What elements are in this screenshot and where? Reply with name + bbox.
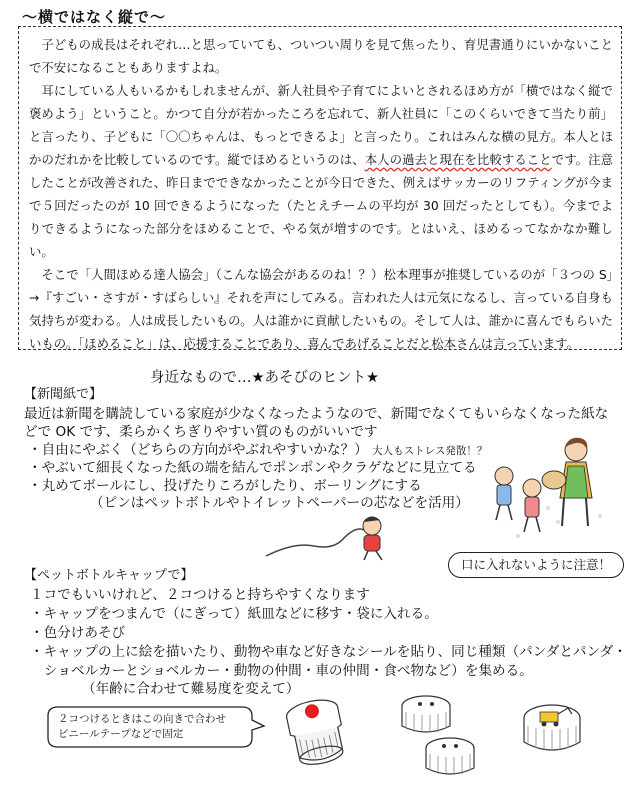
caps-line-3: ・色分けあそび xyxy=(30,625,126,641)
newspaper-item-2: ・やぶいて細長くなった紙の端を結んでポンポンやクラゲなどに見立てる xyxy=(28,460,477,476)
newspaper-intro-1: 最近は新聞を購読している家庭が少なくなったようなので、新聞でなくてもいらなくなった紙な xyxy=(24,406,609,422)
bubble-line-1: ２コつけるときはこの向きで合わせ xyxy=(58,713,226,725)
caps-line-4: ・キャップの上に絵を描いたり、動物や車など好きなシールを貼り、同じ種類（パンダとパンダ・ xyxy=(30,644,627,660)
caps-heading: 【ペットボトルキャップで】 xyxy=(24,568,194,583)
newspaper-item-3-note: （ピンはペットボトルやトイレットペーパーの芯などを活用） xyxy=(90,495,469,511)
newspaper-item-1 xyxy=(28,438,487,458)
highlighted-phrase: 本人の過去と現在を比較すること xyxy=(364,152,552,167)
child-streamer-illustration xyxy=(264,512,394,562)
panda-caps-illustration xyxy=(396,690,478,786)
newspaper-item-1-note: 大人もストレス発散！？ xyxy=(372,445,488,457)
bubble-text xyxy=(58,712,226,742)
article-paragraph-1: 子どもの成長はそれぞれ…と思っていても、ついつい周りを見て焦ったり、育児書通りにいかないことで不安になることもありますよね。 xyxy=(29,37,613,75)
article-paragraph-3: そこで「人間ほめる達人協会」（こんな協会があるのね！？）松本理事が推奨しているのが「３つの S」→『すごい・さすが・すばらしい』それを声にしてみる。言われた人は元気になるし、言っている自身も気持ちが変わる。人は成長したいもの。人は誰かに貢献したいもの。そして人は、誰かに喜んでもらいたいもの。「ほめること」は、応援することであり、喜んであげることだと松本さんは言っています。 xyxy=(29,267,613,351)
newspaper-intro-2: どで OK です、柔らかくちぎりやすい質のものがいいです xyxy=(24,424,378,440)
caps-line-5: ショベルカーとショベルカー・動物の仲間・車の仲間・食べ物など）を集める。 xyxy=(44,663,533,679)
caps-line-2: ・キャップをつまんで（にぎって）紙皿などに移す・袋に入れる。 xyxy=(30,606,438,622)
family-illustration xyxy=(488,436,608,546)
newspaper-item-1-text: ・自由にやぶく（どちらの方向がやぶれやすいかな？） xyxy=(28,442,368,458)
newspaper-item-3: ・丸めてボールにし、投げたりころがしたり、ボーリングにする xyxy=(28,478,422,494)
hint-title: 身近なもので…★あそびのヒント★ xyxy=(150,370,379,386)
section-title: 〜横ではなく縦で〜 xyxy=(22,8,167,26)
article-paragraph-2-a: 耳にしている人もいるかもしれませんが、新人社員や子育てによいとされるほめ方が「横ではなく縦で褒めよう」ということ。かつて自分が若かったころを忘れて、新人社員に「このくらいできて当たり前」と言ったり、子どもに「〇〇ちゃんは、もっとできるよ」と言ったり。これはみんな横の見方。本人とほかのだれかを比較しているのです。縦でほめるというのは、 xyxy=(29,83,613,167)
article-paragraph-2-b: です。注意したことが改善された、昨日までできなかったことが今日できた、例えばサッカーのリフティングが今まで５回だったのが 10 回できるようになった（たとえチームの平均が 30 回だったとしても）。今までよりできるようになった部分をほめることで、やる気が増すのです。とはいえ、ほめるってなかなか難しい。 xyxy=(29,152,614,259)
article-paragraph-2 xyxy=(29,79,613,263)
caps-line-1: １コでもいいけれど、２コつけると持ちやすくなります xyxy=(30,587,370,603)
caps-line-6: （年齢に合わせて難易度を変えて） xyxy=(82,681,300,697)
newspaper-heading: 【新聞紙で】 xyxy=(24,387,103,402)
bubble-line-2: ビニールテープなどで固定 xyxy=(58,728,184,740)
caution-notice: 口に入れないように注意！ xyxy=(448,552,624,578)
shovel-cap-illustration xyxy=(514,696,590,768)
article-box xyxy=(18,26,622,350)
joined-caps-illustration xyxy=(276,694,356,786)
